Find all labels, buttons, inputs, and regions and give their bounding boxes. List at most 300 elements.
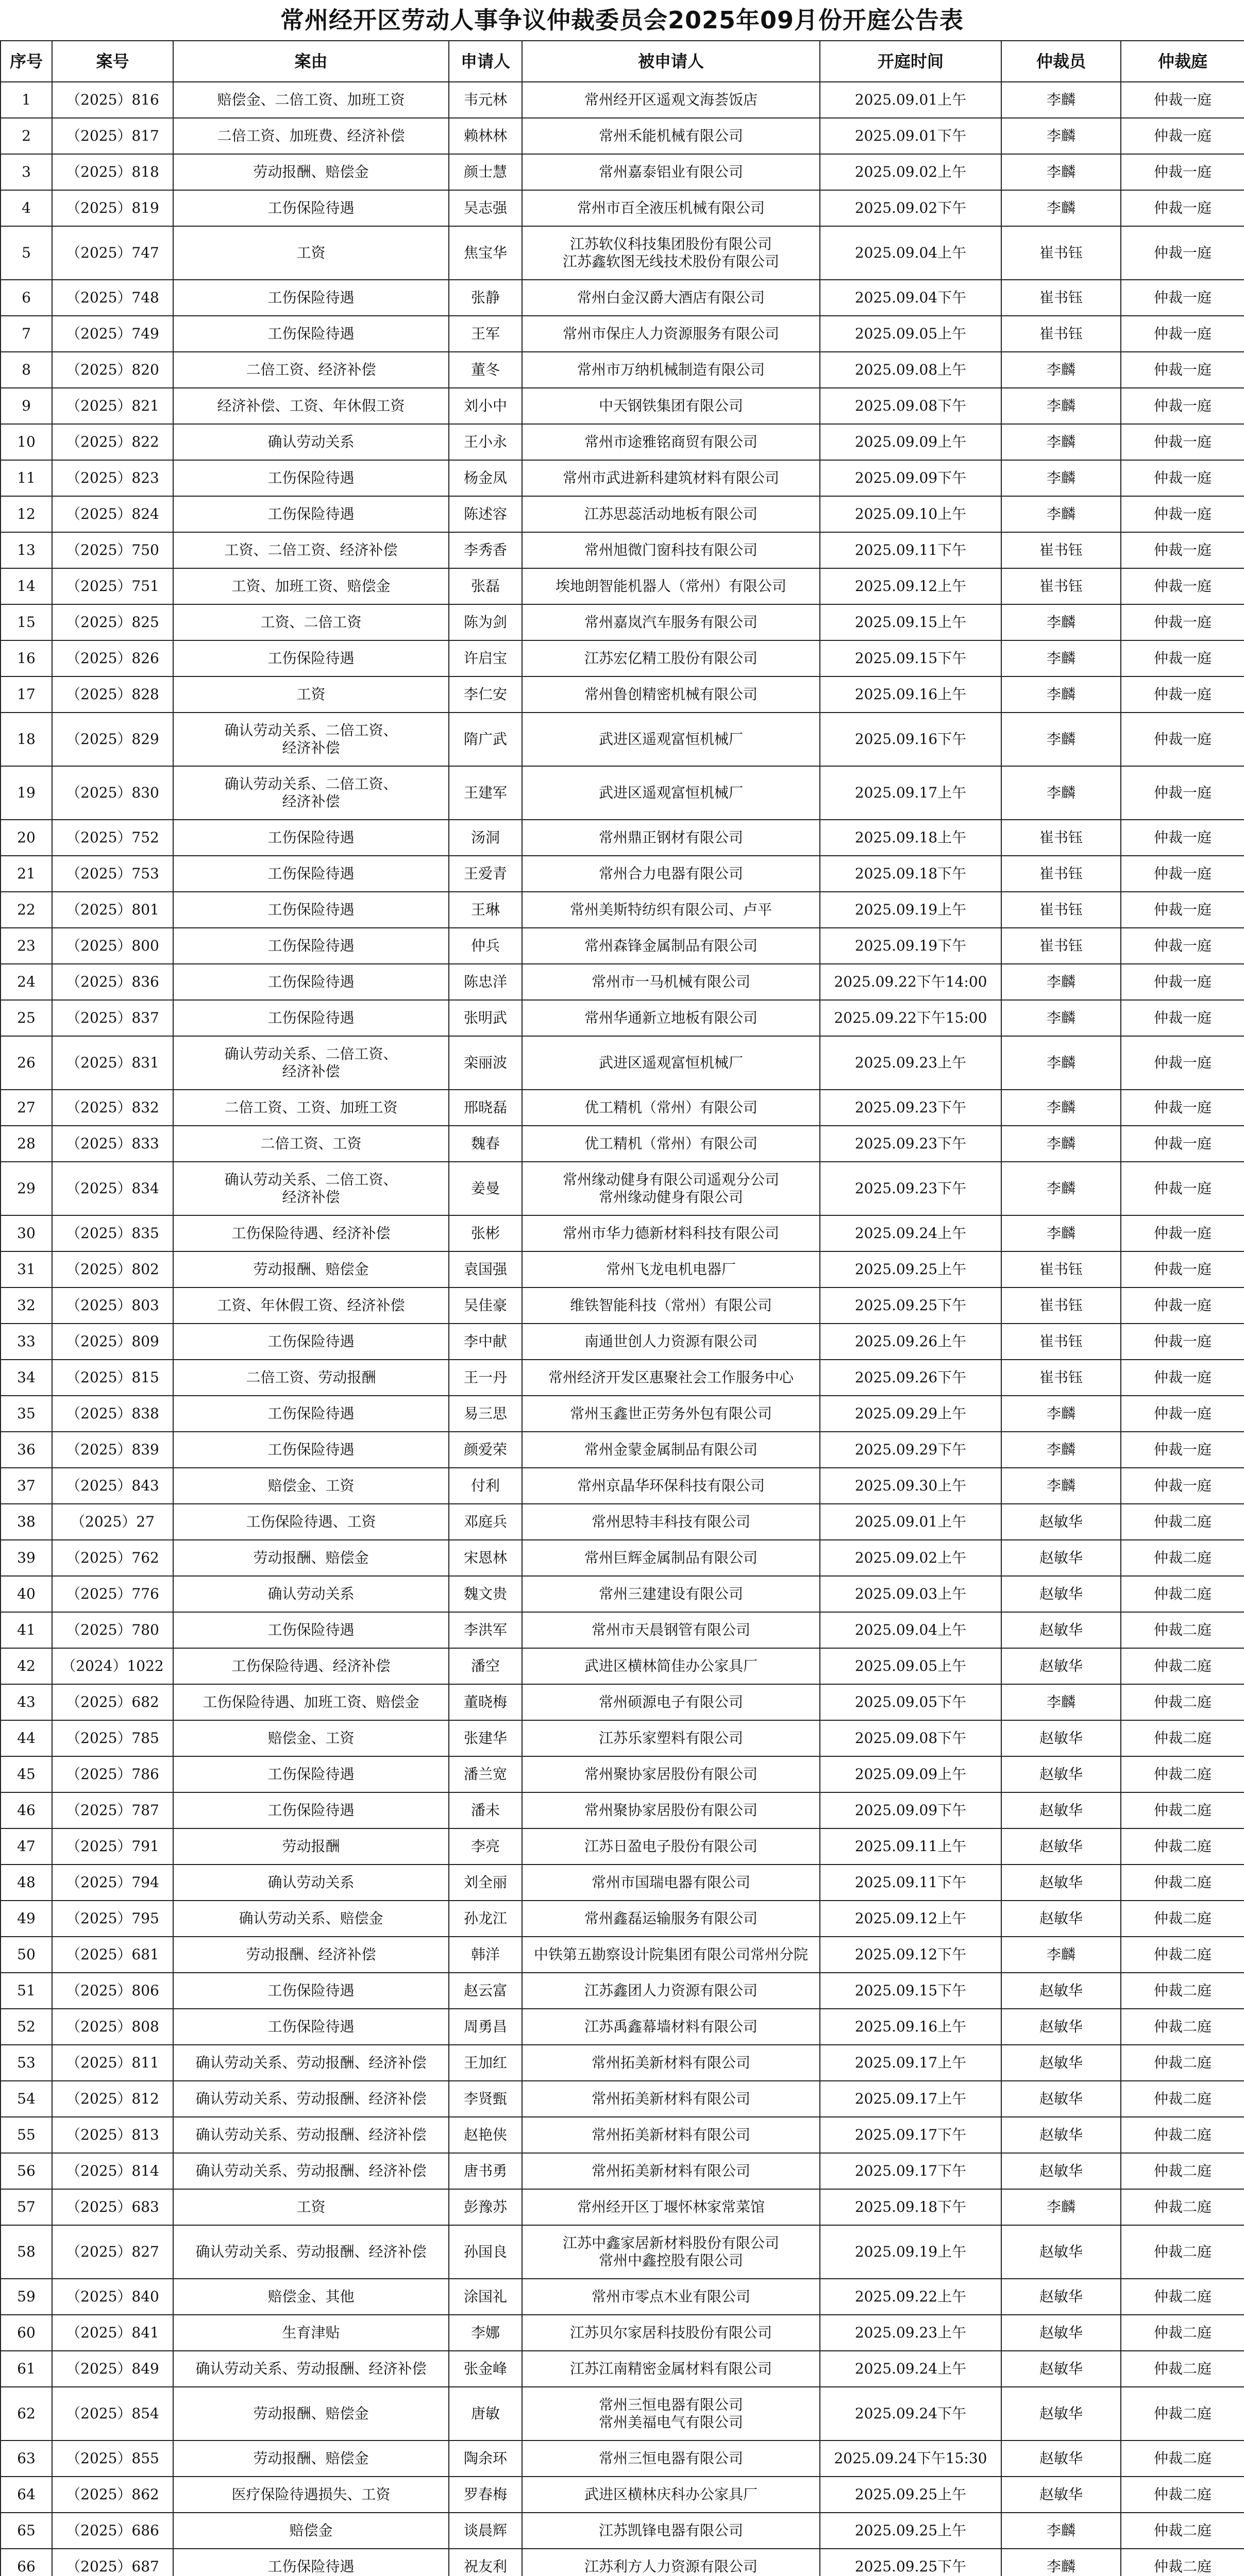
cell-col-cause: 工伤保险待遇 xyxy=(173,1000,449,1036)
table-row xyxy=(1,316,1244,352)
cell-col-respondent: 武进区横林简佳办公家具厂 xyxy=(522,1648,820,1684)
cell-col-respondent: 江苏利方人力资源有限公司 xyxy=(522,2549,820,2576)
cell-col-arbitrator: 李麟 xyxy=(1001,2189,1121,2225)
cell-col-hearing-time: 2025.09.23下午 xyxy=(820,1162,1001,1215)
cell-col-applicant: 韩洋 xyxy=(449,1937,522,1973)
table-row xyxy=(1,2117,1244,2153)
cell-col-arbitrator: 赵敏华 xyxy=(1001,1828,1121,1865)
cell-col-applicant: 赖林林 xyxy=(449,118,522,154)
cell-col-cause: 确认劳动关系、劳动报酬、经济补偿 xyxy=(173,2225,449,2279)
cell-col-tribunal: 仲裁二庭 xyxy=(1121,1612,1244,1648)
cell-col-case-no: （2025）780 xyxy=(52,1612,173,1648)
cell-col-case-no: （2025）806 xyxy=(52,1973,173,2009)
table-row xyxy=(1,424,1244,460)
cell-col-tribunal: 仲裁一庭 xyxy=(1121,1432,1244,1468)
cell-col-applicant: 吴志强 xyxy=(449,190,522,226)
table-row xyxy=(1,1504,1244,1540)
cell-col-hearing-time: 2025.09.16上午 xyxy=(820,2009,1001,2045)
cell-col-tribunal: 仲裁二庭 xyxy=(1121,2117,1244,2153)
cell-col-arbitrator: 赵敏华 xyxy=(1001,2279,1121,2315)
cell-col-seq: 36 xyxy=(1,1432,52,1468)
table-row xyxy=(1,964,1244,1000)
cell-col-hearing-time: 2025.09.18下午 xyxy=(820,856,1001,892)
cell-col-cause: 确认劳动关系、二倍工资、 经济补偿 xyxy=(173,766,449,820)
cell-col-case-no: （2025）829 xyxy=(52,713,173,766)
cell-col-hearing-time: 2025.09.17上午 xyxy=(820,2081,1001,2117)
table-row xyxy=(1,532,1244,568)
cell-col-seq: 2 xyxy=(1,118,52,154)
cell-col-arbitrator: 赵敏华 xyxy=(1001,2225,1121,2279)
cell-col-applicant: 李秀香 xyxy=(449,532,522,568)
cell-col-tribunal: 仲裁一庭 xyxy=(1121,388,1244,424)
cell-col-case-no: （2025）855 xyxy=(52,2441,173,2477)
cell-col-tribunal: 仲裁一庭 xyxy=(1121,1251,1244,1287)
cell-col-respondent: 常州华通新立地板有限公司 xyxy=(522,1000,820,1036)
cell-col-cause: 工伤保险待遇、经济补偿 xyxy=(173,1648,449,1684)
cell-col-hearing-time: 2025.09.29下午 xyxy=(820,1432,1001,1468)
cell-col-respondent: 武进区遥观富恒机械厂 xyxy=(522,766,820,820)
cell-col-respondent: 常州巨辉金属制品有限公司 xyxy=(522,1540,820,1576)
cell-col-applicant: 董冬 xyxy=(449,352,522,388)
cell-col-applicant: 汤洞 xyxy=(449,820,522,856)
cell-col-tribunal: 仲裁一庭 xyxy=(1121,532,1244,568)
cell-col-arbitrator: 李麟 xyxy=(1001,82,1121,118)
cell-col-respondent: 常州思特丰科技有限公司 xyxy=(522,1504,820,1540)
cell-col-respondent: 常州玉鑫世正劳务外包有限公司 xyxy=(522,1396,820,1432)
cell-col-seq: 24 xyxy=(1,964,52,1000)
cell-col-case-no: （2024）1022 xyxy=(52,1648,173,1684)
cell-col-applicant: 潘空 xyxy=(449,1648,522,1684)
cell-col-tribunal: 仲裁一庭 xyxy=(1121,1468,1244,1504)
cell-col-respondent: 常州市途雅铭商贸有限公司 xyxy=(522,424,820,460)
cell-col-case-no: （2025）854 xyxy=(52,2387,173,2441)
cell-col-tribunal: 仲裁二庭 xyxy=(1121,2153,1244,2189)
cell-col-applicant: 颜士慧 xyxy=(449,154,522,190)
cell-col-case-no: （2025）843 xyxy=(52,1468,173,1504)
cell-col-case-no: （2025）832 xyxy=(52,1090,173,1126)
table-row xyxy=(1,1162,1244,1215)
cell-col-case-no: （2025）762 xyxy=(52,1540,173,1576)
cell-col-applicant: 邢晓磊 xyxy=(449,1090,522,1126)
cell-col-case-no: （2025）835 xyxy=(52,1215,173,1251)
table-row xyxy=(1,118,1244,154)
cell-col-respondent: 常州白金汉爵大酒店有限公司 xyxy=(522,280,820,316)
table-row xyxy=(1,460,1244,496)
cell-col-seq: 11 xyxy=(1,460,52,496)
cell-col-seq: 30 xyxy=(1,1215,52,1251)
cell-col-tribunal: 仲裁二庭 xyxy=(1121,2315,1244,2351)
cell-col-case-no: （2025）687 xyxy=(52,2549,173,2576)
cell-col-applicant: 陈为剑 xyxy=(449,604,522,640)
cell-col-seq: 29 xyxy=(1,1162,52,1215)
cell-col-applicant: 刘全丽 xyxy=(449,1865,522,1901)
cell-col-arbitrator: 赵敏华 xyxy=(1001,2315,1121,2351)
table-row xyxy=(1,1792,1244,1828)
cell-col-applicant: 李中献 xyxy=(449,1324,522,1360)
table-row xyxy=(1,1865,1244,1901)
cell-col-case-no: （2025）794 xyxy=(52,1865,173,1901)
cell-col-arbitrator: 崔书钰 xyxy=(1001,820,1121,856)
cell-col-seq: 39 xyxy=(1,1540,52,1576)
cell-col-arbitrator: 崔书钰 xyxy=(1001,280,1121,316)
cell-col-applicant: 张磊 xyxy=(449,568,522,604)
cell-col-applicant: 李洪军 xyxy=(449,1612,522,1648)
cell-col-tribunal: 仲裁二庭 xyxy=(1121,1865,1244,1901)
cell-col-case-no: （2025）828 xyxy=(52,676,173,713)
cell-col-arbitrator: 赵敏华 xyxy=(1001,2081,1121,2117)
cell-col-seq: 46 xyxy=(1,1792,52,1828)
cell-col-hearing-time: 2025.09.09下午 xyxy=(820,1792,1001,1828)
cell-col-cause: 工伤保险待遇 xyxy=(173,1973,449,2009)
cell-col-arbitrator: 赵敏华 xyxy=(1001,2045,1121,2081)
cell-col-cause: 劳动报酬、赔偿金 xyxy=(173,1540,449,1576)
cell-col-cause: 劳动报酬、赔偿金 xyxy=(173,154,449,190)
cell-col-hearing-time: 2025.09.04下午 xyxy=(820,280,1001,316)
cell-col-respondent: 常州硕源电子有限公司 xyxy=(522,1684,820,1720)
cell-col-respondent: 埃地朗智能机器人（常州）有限公司 xyxy=(522,568,820,604)
cell-col-cause: 劳动报酬、赔偿金 xyxy=(173,2441,449,2477)
cell-col-respondent: 常州市国瑞电器有限公司 xyxy=(522,1865,820,1901)
cell-col-hearing-time: 2025.09.22下午15:00 xyxy=(820,1000,1001,1036)
cell-col-seq: 38 xyxy=(1,1504,52,1540)
table-row xyxy=(1,388,1244,424)
header-col-cause: 案由 xyxy=(173,41,449,82)
cell-col-respondent: 优工精机（常州）有限公司 xyxy=(522,1126,820,1162)
cell-col-respondent: 常州聚协家居股份有限公司 xyxy=(522,1792,820,1828)
cell-col-seq: 43 xyxy=(1,1684,52,1720)
cell-col-seq: 45 xyxy=(1,1756,52,1792)
cell-col-tribunal: 仲裁一庭 xyxy=(1121,676,1244,713)
cell-col-seq: 4 xyxy=(1,190,52,226)
table-row xyxy=(1,2009,1244,2045)
cell-col-seq: 48 xyxy=(1,1865,52,1901)
cell-col-cause: 工伤保险待遇 xyxy=(173,964,449,1000)
cell-col-applicant: 潘未 xyxy=(449,1792,522,1828)
cell-col-case-no: （2025）819 xyxy=(52,190,173,226)
table-row xyxy=(1,2189,1244,2225)
page-title: 常州经开区劳动人事争议仲裁委员会2025年09月份开庭公告表 xyxy=(280,6,964,34)
cell-col-case-no: （2025）801 xyxy=(52,892,173,928)
table-header-row xyxy=(1,41,1244,82)
table-row xyxy=(1,1324,1244,1360)
cell-col-applicant: 隋广武 xyxy=(449,713,522,766)
cell-col-arbitrator: 李麟 xyxy=(1001,154,1121,190)
cell-col-respondent: 常州京晶华环保科技有限公司 xyxy=(522,1468,820,1504)
cell-col-arbitrator: 赵敏华 xyxy=(1001,1973,1121,2009)
cell-col-case-no: （2025）841 xyxy=(52,2315,173,2351)
table-row xyxy=(1,2153,1244,2189)
cell-col-cause: 确认劳动关系 xyxy=(173,1865,449,1901)
cell-col-respondent: 常州市万纳机械制造有限公司 xyxy=(522,352,820,388)
cell-col-applicant: 宋恩林 xyxy=(449,1540,522,1576)
cell-col-seq: 19 xyxy=(1,766,52,820)
cell-col-respondent: 中铁第五勘察设计院集团有限公司常州分院 xyxy=(522,1937,820,1973)
cell-col-tribunal: 仲裁二庭 xyxy=(1121,1504,1244,1540)
cell-col-tribunal: 仲裁二庭 xyxy=(1121,2477,1244,2513)
cell-col-tribunal: 仲裁二庭 xyxy=(1121,1576,1244,1612)
cell-col-hearing-time: 2025.09.29上午 xyxy=(820,1396,1001,1432)
cell-col-cause: 确认劳动关系、劳动报酬、经济补偿 xyxy=(173,2153,449,2189)
cell-col-cause: 工资、年休假工资、经济补偿 xyxy=(173,1287,449,1324)
cell-col-seq: 12 xyxy=(1,496,52,532)
cell-col-applicant: 董晓梅 xyxy=(449,1684,522,1720)
cell-col-tribunal: 仲裁一庭 xyxy=(1121,190,1244,226)
header-col-hearing-time: 开庭时间 xyxy=(820,41,1001,82)
cell-col-respondent: 常州市武进新科建筑材料有限公司 xyxy=(522,460,820,496)
cell-col-respondent: 常州经开区丁堰怀林家常菜馆 xyxy=(522,2189,820,2225)
cell-col-cause: 工资 xyxy=(173,2189,449,2225)
cell-col-cause: 工伤保险待遇 xyxy=(173,496,449,532)
cell-col-cause: 工伤保险待遇、经济补偿 xyxy=(173,1215,449,1251)
cell-col-cause: 工伤保险待遇、工资 xyxy=(173,1504,449,1540)
cell-col-case-no: （2025）753 xyxy=(52,856,173,892)
cell-col-hearing-time: 2025.09.11上午 xyxy=(820,1828,1001,1865)
cell-col-respondent: 常州市保庄人力资源服务有限公司 xyxy=(522,316,820,352)
cell-col-hearing-time: 2025.09.12上午 xyxy=(820,568,1001,604)
cell-col-applicant: 谈晨辉 xyxy=(449,2513,522,2549)
cell-col-case-no: （2025）822 xyxy=(52,424,173,460)
cell-col-tribunal: 仲裁二庭 xyxy=(1121,2351,1244,2387)
cell-col-case-no: （2025）815 xyxy=(52,1360,173,1396)
header-col-seq: 序号 xyxy=(1,41,52,82)
table-row xyxy=(1,280,1244,316)
cell-col-respondent: 江苏宏亿精工股份有限公司 xyxy=(522,640,820,676)
cell-col-cause: 工伤保险待遇 xyxy=(173,1756,449,1792)
cell-col-cause: 二倍工资、工资、加班工资 xyxy=(173,1090,449,1126)
cell-col-applicant: 姜曼 xyxy=(449,1162,522,1215)
cell-col-applicant: 魏文贵 xyxy=(449,1576,522,1612)
cell-col-respondent: 江苏凯锋电器有限公司 xyxy=(522,2513,820,2549)
cell-col-arbitrator: 李麟 xyxy=(1001,352,1121,388)
cell-col-respondent: 常州飞龙电机电器厂 xyxy=(522,1251,820,1287)
cell-col-respondent: 常州鲁创精密机械有限公司 xyxy=(522,676,820,713)
cell-col-tribunal: 仲裁一庭 xyxy=(1121,82,1244,118)
cell-col-seq: 51 xyxy=(1,1973,52,2009)
cell-col-hearing-time: 2025.09.11下午 xyxy=(820,532,1001,568)
cell-col-respondent: 维铁智能科技（常州）有限公司 xyxy=(522,1287,820,1324)
cell-col-arbitrator: 赵敏华 xyxy=(1001,2351,1121,2387)
cell-col-respondent: 常州市天晨钢管有限公司 xyxy=(522,1612,820,1648)
cell-col-hearing-time: 2025.09.16上午 xyxy=(820,676,1001,713)
cell-col-case-no: （2025）686 xyxy=(52,2513,173,2549)
cell-col-case-no: （2025）785 xyxy=(52,1720,173,1756)
cell-col-tribunal: 仲裁二庭 xyxy=(1121,2009,1244,2045)
cell-col-hearing-time: 2025.09.22上午 xyxy=(820,2279,1001,2315)
cell-col-arbitrator: 李麟 xyxy=(1001,1937,1121,1973)
cell-col-respondent: 中天钢铁集团有限公司 xyxy=(522,388,820,424)
cell-col-arbitrator: 李麟 xyxy=(1001,118,1121,154)
cell-col-respondent: 常州拓美新材料有限公司 xyxy=(522,2045,820,2081)
cell-col-hearing-time: 2025.09.17下午 xyxy=(820,2117,1001,2153)
cell-col-respondent: 常州嘉岚汽车服务有限公司 xyxy=(522,604,820,640)
cell-col-tribunal: 仲裁二庭 xyxy=(1121,2549,1244,2576)
cell-col-respondent: 武进区遥观富恒机械厂 xyxy=(522,1036,820,1090)
cell-col-arbitrator: 崔书钰 xyxy=(1001,1251,1121,1287)
cell-col-cause: 工资 xyxy=(173,676,449,713)
cell-col-hearing-time: 2025.09.11下午 xyxy=(820,1865,1001,1901)
cell-col-arbitrator: 李麟 xyxy=(1001,2513,1121,2549)
cell-col-arbitrator: 崔书钰 xyxy=(1001,856,1121,892)
cell-col-respondent: 常州三建建设有限公司 xyxy=(522,1576,820,1612)
cell-col-cause: 经济补偿、工资、年休假工资 xyxy=(173,388,449,424)
cell-col-cause: 确认劳动关系、劳动报酬、经济补偿 xyxy=(173,2117,449,2153)
cell-col-seq: 44 xyxy=(1,1720,52,1756)
cell-col-hearing-time: 2025.09.04上午 xyxy=(820,1612,1001,1648)
cell-col-hearing-time: 2025.09.18下午 xyxy=(820,2189,1001,2225)
cell-col-case-no: （2025）682 xyxy=(52,1684,173,1720)
cell-col-applicant: 潘兰宽 xyxy=(449,1756,522,1792)
cell-col-hearing-time: 2025.09.01上午 xyxy=(820,82,1001,118)
table-row xyxy=(1,82,1244,118)
cell-col-arbitrator: 李麟 xyxy=(1001,604,1121,640)
cell-col-seq: 54 xyxy=(1,2081,52,2117)
cell-col-respondent: 常州聚协家居股份有限公司 xyxy=(522,1756,820,1792)
cell-col-tribunal: 仲裁一庭 xyxy=(1121,928,1244,964)
table-row xyxy=(1,1756,1244,1792)
table-row xyxy=(1,1901,1244,1937)
cell-col-cause: 确认劳动关系 xyxy=(173,1576,449,1612)
cell-col-applicant: 赵艳侠 xyxy=(449,2117,522,2153)
cell-col-respondent: 常州禾能机械有限公司 xyxy=(522,118,820,154)
table-row xyxy=(1,928,1244,964)
cell-col-case-no: （2025）786 xyxy=(52,1756,173,1792)
table-row xyxy=(1,2351,1244,2387)
cell-col-tribunal: 仲裁二庭 xyxy=(1121,2279,1244,2315)
cell-col-case-no: （2025）795 xyxy=(52,1901,173,1937)
cell-col-case-no: （2025）749 xyxy=(52,316,173,352)
cell-col-tribunal: 仲裁一庭 xyxy=(1121,1036,1244,1090)
cell-col-hearing-time: 2025.09.19下午 xyxy=(820,928,1001,964)
cell-col-cause: 工资 xyxy=(173,226,449,280)
cell-col-arbitrator: 李麟 xyxy=(1001,1126,1121,1162)
cell-col-respondent: 常州市华力德新材料科技有限公司 xyxy=(522,1215,820,1251)
cell-col-respondent: 常州缘动健身有限公司遥观分公司 常州缘动健身有限公司 xyxy=(522,1162,820,1215)
cell-col-hearing-time: 2025.09.05上午 xyxy=(820,316,1001,352)
table-row xyxy=(1,2315,1244,2351)
cell-col-seq: 6 xyxy=(1,280,52,316)
cell-col-cause: 工伤保险待遇 xyxy=(173,1396,449,1432)
cell-col-respondent: 江苏软仪科技集团股份有限公司 江苏鑫软图无线技术股份有限公司 xyxy=(522,226,820,280)
cell-col-seq: 1 xyxy=(1,82,52,118)
cell-col-arbitrator: 崔书钰 xyxy=(1001,316,1121,352)
cell-col-arbitrator: 李麟 xyxy=(1001,1468,1121,1504)
cell-col-hearing-time: 2025.09.24上午 xyxy=(820,2351,1001,2387)
cell-col-tribunal: 仲裁二庭 xyxy=(1121,1540,1244,1576)
cell-col-arbitrator: 赵敏华 xyxy=(1001,1865,1121,1901)
cell-col-case-no: （2025）833 xyxy=(52,1126,173,1162)
cell-col-hearing-time: 2025.09.15上午 xyxy=(820,604,1001,640)
cell-col-hearing-time: 2025.09.04上午 xyxy=(820,226,1001,280)
cell-col-applicant: 张金峰 xyxy=(449,2351,522,2387)
cell-col-cause: 工伤保险待遇 xyxy=(173,2009,449,2045)
table-row xyxy=(1,856,1244,892)
cell-col-tribunal: 仲裁一庭 xyxy=(1121,1287,1244,1324)
cell-col-hearing-time: 2025.09.23下午 xyxy=(820,1126,1001,1162)
cell-col-arbitrator: 李麟 xyxy=(1001,1215,1121,1251)
cell-col-cause: 生育津贴 xyxy=(173,2315,449,2351)
cell-col-seq: 9 xyxy=(1,388,52,424)
cell-col-arbitrator: 赵敏华 xyxy=(1001,1901,1121,1937)
table-row xyxy=(1,713,1244,766)
cell-col-cause: 二倍工资、加班费、经济补偿 xyxy=(173,118,449,154)
cell-col-seq: 57 xyxy=(1,2189,52,2225)
table-row xyxy=(1,190,1244,226)
cell-col-arbitrator: 李麟 xyxy=(1001,1090,1121,1126)
cell-col-seq: 40 xyxy=(1,1576,52,1612)
cell-col-hearing-time: 2025.09.08下午 xyxy=(820,1720,1001,1756)
table-row xyxy=(1,2549,1244,2576)
cell-col-cause: 二倍工资、劳动报酬 xyxy=(173,1360,449,1396)
cell-col-seq: 63 xyxy=(1,2441,52,2477)
cell-col-tribunal: 仲裁一庭 xyxy=(1121,1090,1244,1126)
cell-col-case-no: （2025）752 xyxy=(52,820,173,856)
cell-col-tribunal: 仲裁二庭 xyxy=(1121,1792,1244,1828)
cell-col-tribunal: 仲裁一庭 xyxy=(1121,226,1244,280)
cell-col-tribunal: 仲裁一庭 xyxy=(1121,604,1244,640)
cell-col-hearing-time: 2025.09.16下午 xyxy=(820,713,1001,766)
header-col-arbitrator: 仲裁员 xyxy=(1001,41,1121,82)
cell-col-seq: 56 xyxy=(1,2153,52,2189)
cell-col-applicant: 韦元林 xyxy=(449,82,522,118)
cell-col-applicant: 栾丽波 xyxy=(449,1036,522,1090)
cell-col-applicant: 杨金凤 xyxy=(449,460,522,496)
hearing-schedule-table xyxy=(0,40,1244,2576)
cell-col-arbitrator: 李麟 xyxy=(1001,1396,1121,1432)
cell-col-tribunal: 仲裁二庭 xyxy=(1121,1937,1244,1973)
cell-col-applicant: 张建华 xyxy=(449,1720,522,1756)
cell-col-tribunal: 仲裁二庭 xyxy=(1121,2513,1244,2549)
cell-col-arbitrator: 赵敏华 xyxy=(1001,1504,1121,1540)
table-row xyxy=(1,1090,1244,1126)
cell-col-arbitrator: 赵敏华 xyxy=(1001,1720,1121,1756)
cell-col-case-no: （2025）838 xyxy=(52,1396,173,1432)
cell-col-arbitrator: 李麟 xyxy=(1001,766,1121,820)
cell-col-case-no: （2025）839 xyxy=(52,1432,173,1468)
cell-col-respondent: 常州市零点木业有限公司 xyxy=(522,2279,820,2315)
cell-col-seq: 27 xyxy=(1,1090,52,1126)
table-row xyxy=(1,2225,1244,2279)
cell-col-case-no: （2025）849 xyxy=(52,2351,173,2387)
cell-col-applicant: 孙龙江 xyxy=(449,1901,522,1937)
cell-col-case-no: （2025）826 xyxy=(52,640,173,676)
cell-col-tribunal: 仲裁一庭 xyxy=(1121,1360,1244,1396)
cell-col-applicant: 吴佳豪 xyxy=(449,1287,522,1324)
cell-col-seq: 55 xyxy=(1,2117,52,2153)
cell-col-case-no: （2025）834 xyxy=(52,1162,173,1215)
cell-col-cause: 确认劳动关系 xyxy=(173,424,449,460)
cell-col-tribunal: 仲裁一庭 xyxy=(1121,1215,1244,1251)
table-row xyxy=(1,568,1244,604)
cell-col-seq: 50 xyxy=(1,1937,52,1973)
cell-col-seq: 53 xyxy=(1,2045,52,2081)
cell-col-seq: 28 xyxy=(1,1126,52,1162)
cell-col-tribunal: 仲裁一庭 xyxy=(1121,496,1244,532)
cell-col-cause: 工伤保险待遇 xyxy=(173,1432,449,1468)
header-col-tribunal: 仲裁庭 xyxy=(1121,41,1244,82)
cell-col-arbitrator: 崔书钰 xyxy=(1001,1287,1121,1324)
cell-col-case-no: （2025）821 xyxy=(52,388,173,424)
cell-col-case-no: （2025）787 xyxy=(52,1792,173,1828)
cell-col-applicant: 袁国强 xyxy=(449,1251,522,1287)
cell-col-applicant: 焦宝华 xyxy=(449,226,522,280)
cell-col-applicant: 陈忠洋 xyxy=(449,964,522,1000)
cell-col-arbitrator: 李麟 xyxy=(1001,460,1121,496)
cell-col-tribunal: 仲裁二庭 xyxy=(1121,1973,1244,2009)
cell-col-cause: 工伤保险待遇、加班工资、赔偿金 xyxy=(173,1684,449,1720)
cell-col-arbitrator: 李麟 xyxy=(1001,1684,1121,1720)
table-row xyxy=(1,2081,1244,2117)
cell-col-seq: 49 xyxy=(1,1901,52,1937)
